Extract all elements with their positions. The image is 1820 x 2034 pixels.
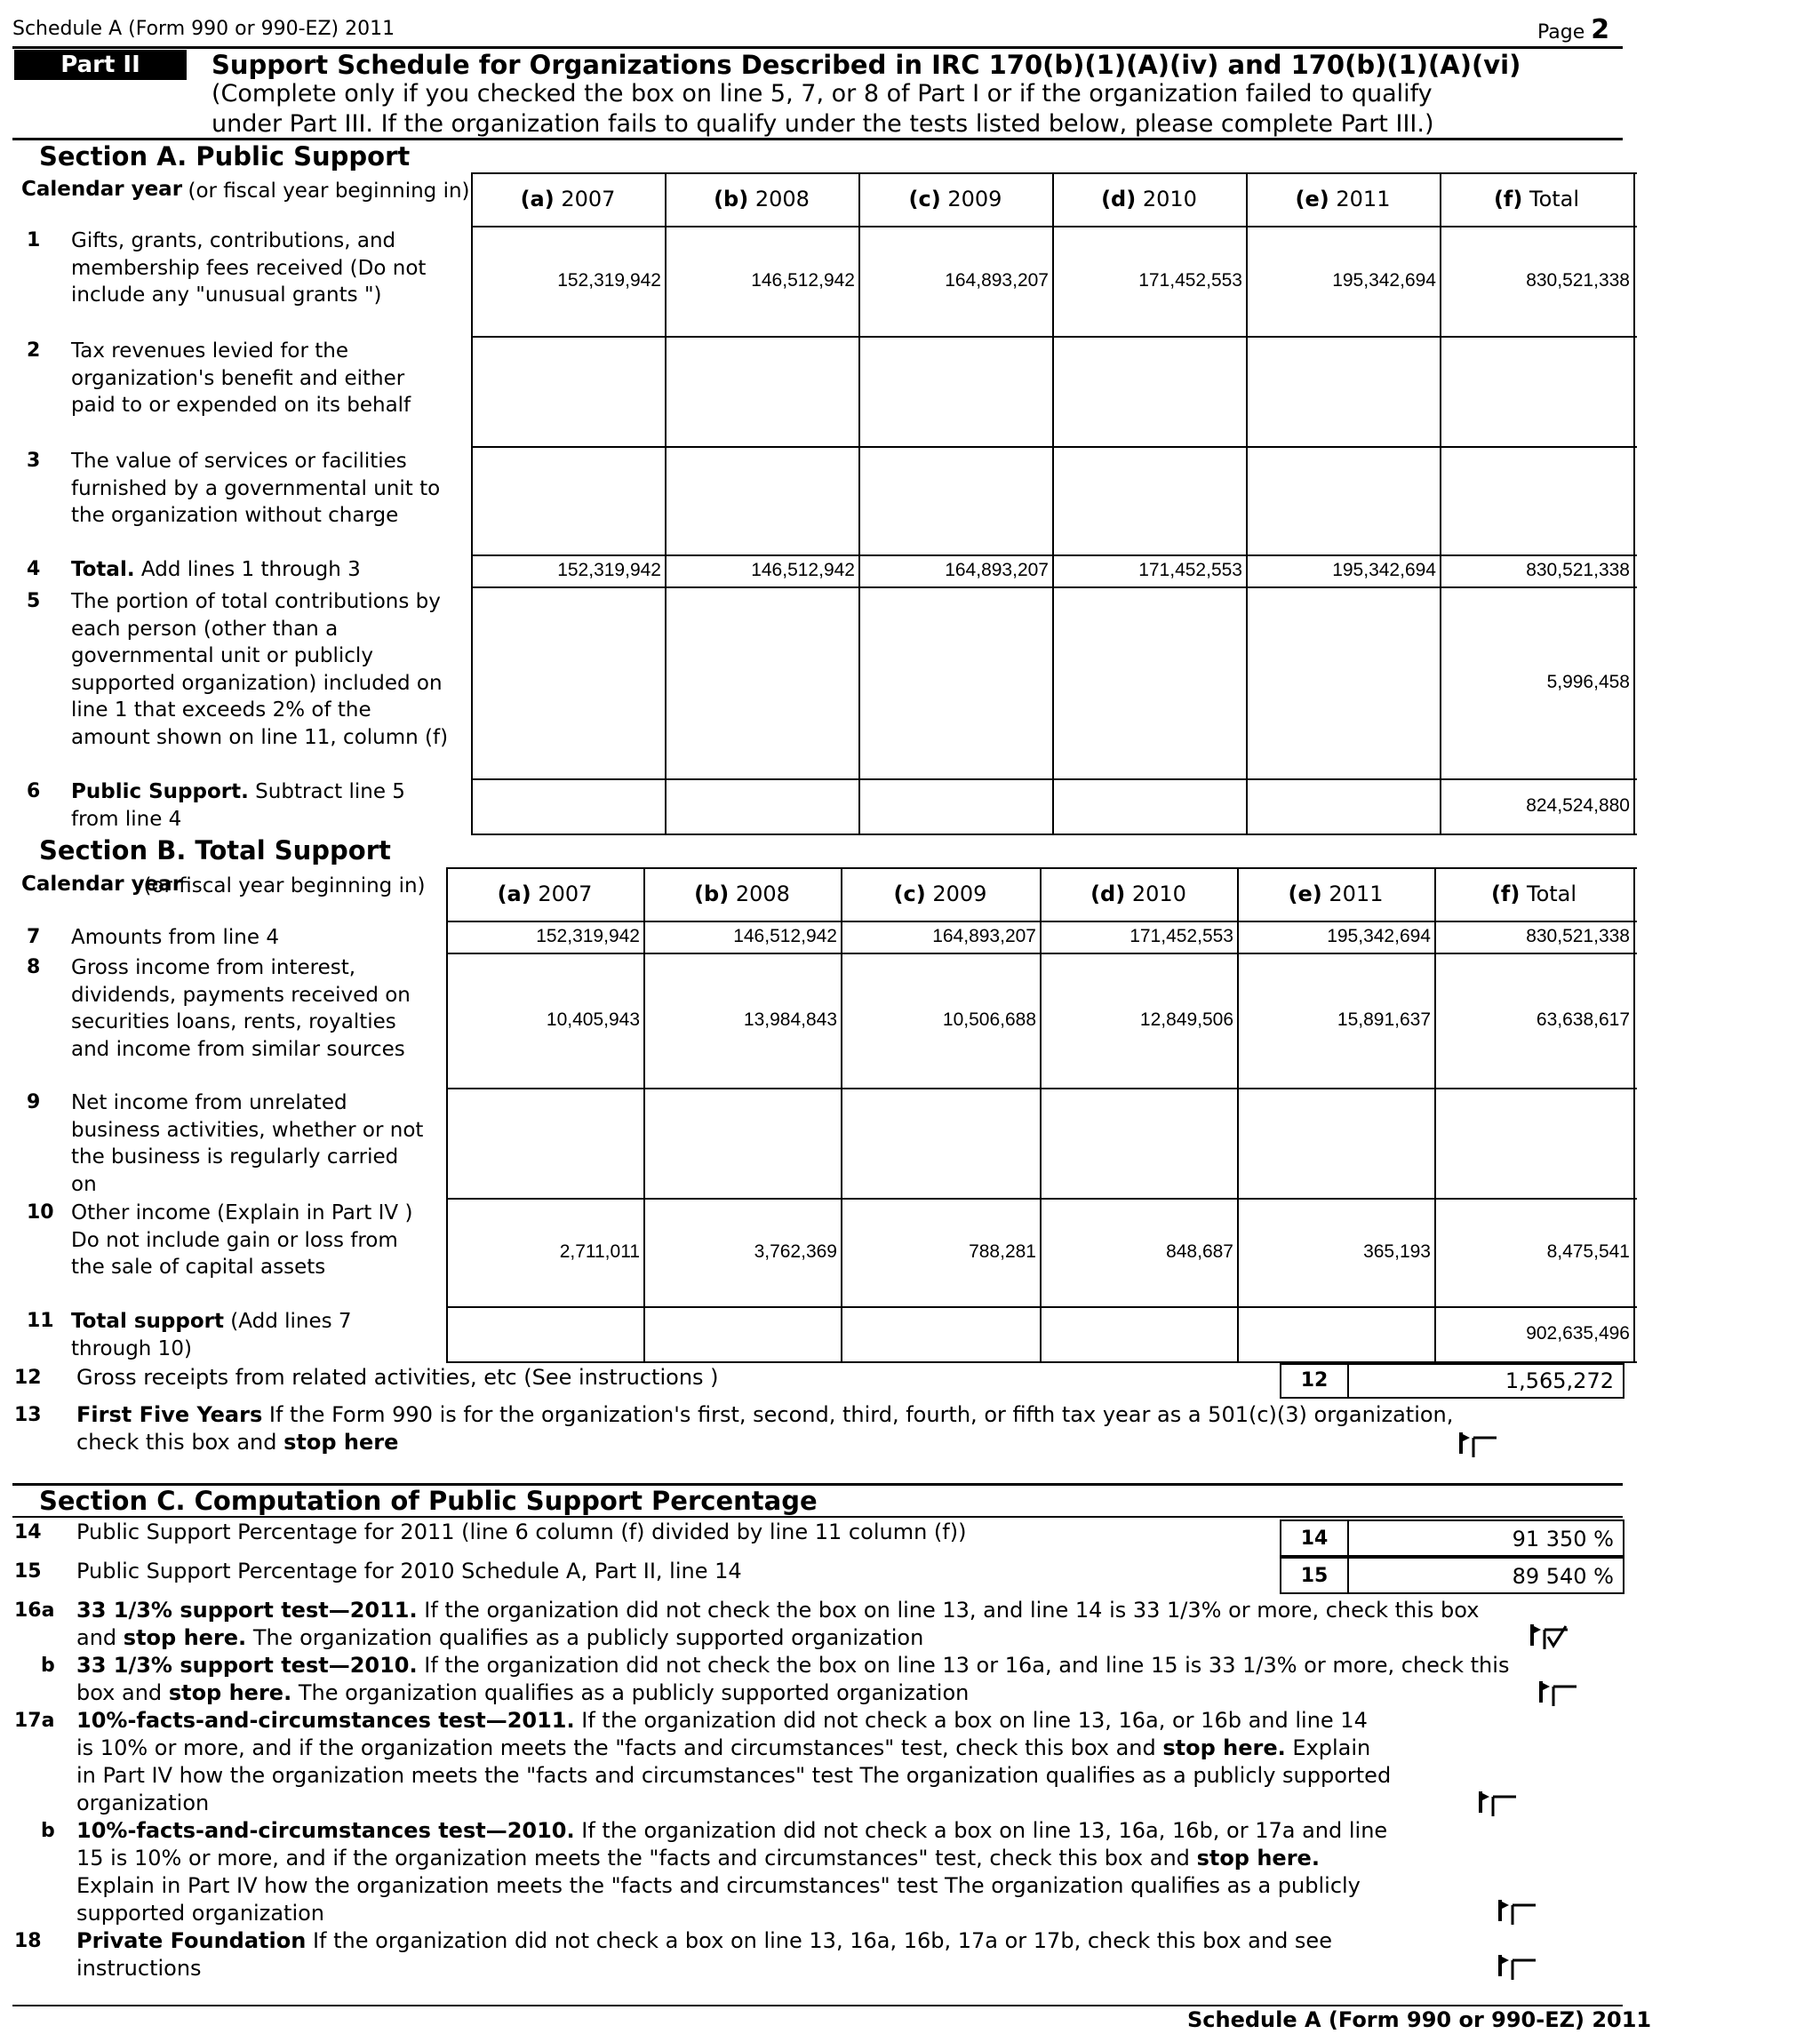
- section-c-rule: [12, 1516, 1623, 1518]
- sec-a-line-3-col-1[interactable]: [665, 446, 858, 554]
- col-letter: (e): [1288, 881, 1322, 906]
- sec-a-line-desc-5: [71, 588, 453, 751]
- line-text: The portion of total contributions by each person (other than a governmental unit or publicly supported organization) included on line 1 that exceeds 2% of the amount shown on line 11, column (f): [71, 590, 449, 749]
- col-letter: (d): [1101, 187, 1137, 211]
- col-year: 2009: [932, 881, 987, 906]
- sec-b-col-header-4: [1237, 881, 1434, 906]
- sec-a-line-6-col-5[interactable]: 824,524,880: [1526, 795, 1630, 816]
- line-17a-bold: 10%-facts-and-circumstances test—2011.: [76, 1708, 575, 1733]
- line-17a-text-4: organization: [76, 1791, 210, 1815]
- line-18-checkbox[interactable]: [1497, 1950, 1541, 1982]
- line-16a-stop: stop here.: [123, 1625, 247, 1650]
- sec-a-line-6-col-3[interactable]: [1052, 778, 1246, 834]
- line-12-box-label: 12: [1280, 1363, 1349, 1399]
- sec-a-line-6-col-1[interactable]: [665, 778, 858, 834]
- line-17b-text-4: supported organization: [76, 1901, 324, 1926]
- flag-checkbox-icon: [1477, 1786, 1521, 1818]
- sec-a-line-1-col-3[interactable]: 171,452,553: [1138, 270, 1242, 291]
- sec-b-line-9-col-5[interactable]: [1434, 1088, 1633, 1198]
- line-text: Net income from unrelated business activities, whether or not the business is regularly carried on: [71, 1091, 424, 1196]
- part-instructions-2: under Part III. If the organization fails to qualify under the tests listed below, please complete Part III.): [212, 110, 1434, 138]
- part-title: Support Schedule for Organizations Described in IRC 170(b)(1)(A)(iv) and 170(b)(1)(A)(vi): [212, 50, 1521, 80]
- sec-b-line-8-col-3[interactable]: 12,849,506: [1139, 1009, 1233, 1030]
- flag-checkbox-icon: [1537, 1676, 1582, 1708]
- line-17b-stop: stop here.: [1196, 1846, 1320, 1870]
- line-17b-text-2: [76, 1846, 1320, 1870]
- col-year: 2008: [754, 187, 810, 211]
- line-16a-text2b: The organization qualifies as a publicly supported organization: [252, 1625, 924, 1650]
- sec-a-line-6-col-0[interactable]: [471, 778, 665, 834]
- sec-a-hline-6: [471, 834, 1637, 835]
- sec-b-line-7-col-5[interactable]: 830,521,338: [1526, 926, 1630, 946]
- page-number: 2: [1591, 14, 1610, 45]
- line-17b-text2a: 15 is 10% or more, and if the organization meets the "facts and circumstances" test, check this box and: [76, 1846, 1190, 1870]
- col-letter: (a): [497, 881, 531, 906]
- sec-a-line-2-col-5[interactable]: [1440, 336, 1633, 446]
- sec-a-line-5-col-5[interactable]: 5,996,458: [1546, 672, 1630, 692]
- col-letter: (a): [520, 187, 555, 211]
- line-text: Subtract line 5 from line 4: [71, 780, 405, 831]
- sec-a-line-3-col-2[interactable]: [858, 446, 1052, 554]
- sec-b-line-10-col-1[interactable]: 3,762,369: [754, 1241, 837, 1262]
- sec-a-line-4-col-2[interactable]: 164,893,207: [945, 560, 1049, 580]
- sec-b-col-header-0: [446, 881, 643, 906]
- line-16b-text2a: box and: [76, 1680, 163, 1705]
- sec-a-line-2-col-1[interactable]: [665, 336, 858, 446]
- col-letter: (b): [694, 881, 730, 906]
- sec-b-line-11-col-1[interactable]: [643, 1306, 841, 1361]
- sec-a-line-1-col-1[interactable]: 146,512,942: [751, 270, 855, 291]
- sec-b-line-num-8: 8: [27, 956, 41, 978]
- line-13-text: If the Form 990 is for the organization's first, second, third, fourth, or fifth tax year as a 501(c)(3) organization,: [268, 1402, 1454, 1427]
- sec-b-line-7-col-2[interactable]: 164,893,207: [932, 926, 1036, 946]
- sec-a-line-5-col-1[interactable]: [665, 586, 858, 778]
- sec-b-line-desc-11: [71, 1308, 427, 1362]
- sec-b-line-9-col-4[interactable]: [1237, 1088, 1434, 1198]
- col-year: 2010: [1131, 881, 1186, 906]
- sec-b-col-header-3: [1040, 881, 1237, 906]
- line-17a-num: 17a: [14, 1710, 55, 1732]
- footer-form-name: Schedule A (Form 990 or 990-EZ) 2011: [1187, 2007, 1652, 2032]
- line-16a-text: If the organization did not check the box on line 13, and line 14 is 33 1/3% or more, check this box: [424, 1598, 1480, 1623]
- col-year: 2011: [1336, 187, 1391, 211]
- sec-a-col-header-0: [471, 187, 665, 211]
- sec-a-line-3-col-4[interactable]: [1246, 446, 1440, 554]
- col-letter: (c): [908, 187, 941, 211]
- sec-a-line-3-col-0[interactable]: [471, 446, 665, 554]
- sec-a-calendar-year-note: (or fiscal year beginning in): [188, 179, 470, 203]
- line-16b-bold: 33 1/3% support test—2010.: [76, 1653, 418, 1678]
- line-bold: Total support: [71, 1310, 224, 1333]
- sec-b-line-11-col-0[interactable]: [446, 1306, 643, 1361]
- sec-a-line-5-col-0[interactable]: [471, 586, 665, 778]
- sec-b-line-8-col-5[interactable]: 63,638,617: [1536, 1009, 1630, 1030]
- line-16b-text-2: [76, 1680, 969, 1705]
- line-bold: Total.: [71, 558, 135, 581]
- form-header-left: Schedule A (Form 990 or 990-EZ) 2011: [12, 18, 395, 40]
- sec-a-header-top: [471, 172, 1637, 174]
- line-13-checkbox[interactable]: [1457, 1427, 1502, 1459]
- line-13-text-1: [76, 1402, 1453, 1427]
- line-17a-text-2: [76, 1735, 1370, 1760]
- line-16a-checkbox[interactable]: [1529, 1619, 1573, 1651]
- sec-a-col-header-4: [1246, 187, 1440, 211]
- sec-b-line-9-col-0[interactable]: [446, 1088, 643, 1198]
- line-16a-bold: 33 1/3% support test—2011.: [76, 1598, 418, 1623]
- sec-b-line-9-col-2[interactable]: [841, 1088, 1040, 1198]
- col-letter: (e): [1295, 187, 1329, 211]
- line-text: Gross income from interest, dividends, payments received on securities loans, rents, royalties and income from similar sources: [71, 956, 411, 1061]
- line-17a-text2b: Explain: [1292, 1735, 1371, 1760]
- sec-a-line-2-col-3[interactable]: [1052, 336, 1246, 446]
- sec-b-line-11-col-3[interactable]: [1040, 1306, 1237, 1361]
- sec-a-line-6-col-4[interactable]: [1246, 778, 1440, 834]
- col-year: 2007: [561, 187, 616, 211]
- line-15-box-label: 15: [1280, 1557, 1349, 1594]
- header-rule: [12, 46, 1623, 49]
- line-text: Amounts from line 4: [71, 926, 279, 949]
- sec-a-line-2-col-0[interactable]: [471, 336, 665, 446]
- line-18-text-2: instructions: [76, 1956, 202, 1981]
- sec-a-line-2-col-2[interactable]: [858, 336, 1052, 446]
- line-18-num: 18: [14, 1930, 42, 1952]
- line-13-num: 13: [14, 1404, 42, 1426]
- sec-a-col-header-5: [1440, 187, 1633, 211]
- sec-a-line-4-col-0[interactable]: 152,319,942: [557, 560, 661, 580]
- sec-a-line-1-col-4[interactable]: 195,342,694: [1332, 270, 1436, 291]
- sec-b-line-7-col-0[interactable]: 152,319,942: [536, 926, 640, 946]
- line-17b-bold: 10%-facts-and-circumstances test—2010.: [76, 1818, 575, 1843]
- sec-a-line-5-col-3[interactable]: [1052, 586, 1246, 778]
- sec-a-vline-6: [1633, 172, 1635, 834]
- line-16b-text: If the organization did not check the box on line 13 or 16a, and line 15 is 33 1/3% or more, check this: [424, 1653, 1510, 1678]
- line-16b-checkbox[interactable]: [1537, 1676, 1582, 1708]
- line-13-stop: stop here: [283, 1430, 399, 1455]
- sec-a-line-num-1: 1: [27, 229, 41, 251]
- sec-b-line-7-col-3[interactable]: 171,452,553: [1130, 926, 1233, 946]
- line-16a-text2a: and: [76, 1625, 117, 1650]
- col-letter: (f): [1490, 881, 1521, 906]
- sec-b-line-desc-7: [71, 924, 427, 952]
- sec-a-line-desc-1: [71, 227, 453, 309]
- col-year: 2008: [735, 881, 790, 906]
- sec-a-line-num-2: 2: [27, 339, 41, 362]
- line-16a-text-1: [76, 1598, 1479, 1623]
- col-year: Total: [1529, 187, 1580, 211]
- part-rule: [12, 138, 1623, 140]
- line-15-value[interactable]: 89 540 %: [1347, 1557, 1624, 1594]
- line-16b-stop: stop here.: [168, 1680, 292, 1705]
- line-14-num: 14: [14, 1521, 42, 1543]
- line-17a-checkbox[interactable]: [1477, 1786, 1521, 1818]
- line-17b-text-1: [76, 1818, 1387, 1843]
- sec-b-line-num-7: 7: [27, 926, 41, 948]
- page-label: [1537, 14, 1609, 45]
- sec-b-line-10-col-4[interactable]: 365,193: [1363, 1241, 1431, 1262]
- sec-b-line-8-col-1[interactable]: 13,984,843: [743, 1009, 837, 1030]
- part-instructions-1: (Complete only if you checked the box on line 5, 7, or 8 of Part I or if the organization failed to qualify: [212, 80, 1433, 108]
- line-text: Gifts, grants, contributions, and membership fees received (Do not include any "unusual grants "): [71, 229, 427, 307]
- col-year: Total: [1526, 881, 1577, 906]
- sec-b-col-header-5: [1434, 881, 1633, 906]
- line-13-text2: check this box and: [76, 1430, 277, 1455]
- line-16a-text-2: [76, 1625, 923, 1650]
- sec-b-line-10-col-0[interactable]: 2,711,011: [559, 1241, 640, 1262]
- part-label: Part II: [14, 50, 187, 80]
- sec-b-vline-6: [1633, 867, 1635, 1361]
- line-17a-stop: stop here.: [1162, 1735, 1286, 1760]
- sec-b-line-10-col-2[interactable]: 788,281: [969, 1241, 1036, 1262]
- sec-b-line-num-10: 10: [27, 1201, 54, 1224]
- col-letter: (d): [1090, 881, 1126, 906]
- sec-a-line-num-5: 5: [27, 590, 41, 612]
- flag-checkbox-icon: [1457, 1427, 1502, 1459]
- line-16b-text2b: The organization qualifies as a publicly supported organization: [298, 1680, 970, 1705]
- sec-b-line-10-col-3[interactable]: 848,687: [1166, 1241, 1233, 1262]
- flag-checkbox-icon: [1529, 1619, 1573, 1651]
- col-letter: (f): [1493, 187, 1523, 211]
- line-16a-num: 16a: [14, 1599, 55, 1622]
- sec-a-line-5-col-4[interactable]: [1246, 586, 1440, 778]
- footer-rule: [12, 2005, 1623, 2006]
- col-year: 2010: [1142, 187, 1197, 211]
- sec-b-line-9-col-1[interactable]: [643, 1088, 841, 1198]
- sec-a-col-header-2: [858, 187, 1052, 211]
- section-b-title: Section B. Total Support: [39, 835, 391, 865]
- line-12-text: Gross receipts from related activities, etc (See instructions ): [76, 1365, 719, 1390]
- line-14-value[interactable]: 91 350 %: [1347, 1520, 1624, 1557]
- sec-a-line-3-col-3[interactable]: [1052, 446, 1246, 554]
- col-letter: (c): [893, 881, 926, 906]
- line-12-num: 12: [14, 1367, 42, 1389]
- sec-a-line-2-col-4[interactable]: [1246, 336, 1440, 446]
- sec-b-line-desc-10: [71, 1200, 427, 1281]
- sec-b-line-desc-8: [71, 954, 427, 1063]
- line-13-bold: First Five Years: [76, 1402, 263, 1427]
- line-18-text-1: [76, 1928, 1332, 1953]
- sec-b-line-8-col-2[interactable]: 10,506,688: [942, 1009, 1036, 1030]
- sec-a-line-4-col-1[interactable]: 146,512,942: [751, 560, 855, 580]
- line-text: The value of services or facilities furnished by a governmental unit to the organization without charge: [71, 450, 441, 527]
- line-16b-text-1: [76, 1653, 1509, 1678]
- sec-a-line-num-6: 6: [27, 780, 41, 802]
- section-a-title: Section A. Public Support: [39, 141, 411, 171]
- sec-a-col-header-3: [1052, 187, 1246, 211]
- line-text: (Add lines 7 through 10): [71, 1310, 352, 1360]
- sec-a-line-4-col-4[interactable]: 195,342,694: [1332, 560, 1436, 580]
- sec-a-line-4-col-5[interactable]: 830,521,338: [1526, 560, 1630, 580]
- line-17b-checkbox[interactable]: [1497, 1894, 1541, 1926]
- sec-a-col-header-1: [665, 187, 858, 211]
- sec-b-calendar-year-label: Calendar year: [21, 873, 183, 896]
- line-14-text: Public Support Percentage for 2011 (line 6 column (f) divided by line 11 column (f)): [76, 1520, 967, 1544]
- line-17a-text-3: in Part IV how the organization meets the "facts and circumstances" test The organization qualifies as a publicly supported: [76, 1763, 1392, 1788]
- line-17b-text: If the organization did not check a box on line 13, 16a, 16b, or 17a and line: [581, 1818, 1388, 1843]
- sec-a-line-1-col-2[interactable]: 164,893,207: [945, 270, 1049, 291]
- col-letter: (b): [714, 187, 749, 211]
- sec-a-line-desc-2: [71, 338, 453, 419]
- line-bold: Public Support.: [71, 780, 249, 803]
- line-15-text: Public Support Percentage for 2010 Schedule A, Part II, line 14: [76, 1559, 742, 1583]
- line-13-text-2: [76, 1430, 398, 1455]
- sec-b-line-desc-9: [71, 1089, 427, 1198]
- line-18-bold: Private Foundation: [76, 1928, 307, 1953]
- sec-a-line-5-col-2[interactable]: [858, 586, 1052, 778]
- line-17a-text2a: is 10% or more, and if the organization meets the "facts and circumstances" test, check this box and: [76, 1735, 1156, 1760]
- line-17b-text-3: Explain in Part IV how the organization meets the "facts and circumstances" test The organization qualifies as a publicly: [76, 1873, 1361, 1898]
- flag-checkbox-icon: [1497, 1894, 1541, 1926]
- col-year: 2011: [1329, 881, 1384, 906]
- sec-b-line-num-9: 9: [27, 1091, 41, 1113]
- line-14-box-label: 14: [1280, 1520, 1349, 1557]
- sec-b-line-11-col-2[interactable]: [841, 1306, 1040, 1361]
- sec-b-col-header-2: [841, 881, 1040, 906]
- col-year: 2007: [538, 881, 593, 906]
- line-18-text: If the organization did not check a box on line 13, 16a, 16b, 17a or 17b, check this box and see: [312, 1928, 1332, 1953]
- line-text: Add lines 1 through 3: [140, 558, 361, 581]
- sec-a-line-num-3: 3: [27, 450, 41, 472]
- line-12-value[interactable]: 1,565,272: [1347, 1363, 1624, 1399]
- sec-a-line-6-col-2[interactable]: [858, 778, 1052, 834]
- sec-a-line-desc-3: [71, 448, 453, 530]
- sec-b-line-7-col-1[interactable]: 146,512,942: [733, 926, 837, 946]
- sec-b-col-header-1: [643, 881, 841, 906]
- sec-b-calendar-year-note: (or fiscal year beginning in): [143, 874, 426, 897]
- sec-b-line-7-col-4[interactable]: 195,342,694: [1327, 926, 1431, 946]
- line-17a-text: If the organization did not check a box on line 13, 16a, or 16b and line 14: [581, 1708, 1368, 1733]
- line-text: Tax revenues levied for the organization's benefit and either paid to or expended on its behalf: [71, 339, 411, 417]
- line-17a-text-1: [76, 1708, 1368, 1733]
- sec-a-calendar-year-label: Calendar year: [21, 178, 183, 201]
- sec-b-line-num-11: 11: [27, 1310, 54, 1332]
- flag-checkbox-icon: [1497, 1950, 1541, 1982]
- sec-a-line-3-col-5[interactable]: [1440, 446, 1633, 554]
- sec-a-line-desc-4: [71, 556, 453, 584]
- col-year: 2009: [947, 187, 1002, 211]
- sec-a-line-num-4: 4: [27, 558, 41, 580]
- line-16b-num: b: [41, 1655, 55, 1677]
- line-15-num: 15: [14, 1560, 42, 1583]
- sec-a-line-1-col-0[interactable]: 152,319,942: [557, 270, 661, 291]
- page-label-text: Page: [1537, 21, 1585, 44]
- sec-a-line-1-col-5[interactable]: 830,521,338: [1526, 270, 1630, 291]
- section-c-title: Section C. Computation of Public Support Percentage: [39, 1486, 818, 1516]
- sec-b-line-10-col-5[interactable]: 8,475,541: [1546, 1241, 1630, 1262]
- line-text: Other income (Explain in Part IV ) Do not include gain or loss from the sale of capital assets: [71, 1201, 413, 1279]
- sec-b-line-8-col-0[interactable]: 10,405,943: [546, 1009, 640, 1030]
- sec-b-header-top: [446, 867, 1637, 869]
- sec-b-line-11-col-4[interactable]: [1237, 1306, 1434, 1361]
- sec-b-line-8-col-4[interactable]: 15,891,637: [1337, 1009, 1431, 1030]
- line-17b-num: b: [41, 1820, 55, 1842]
- sec-a-line-4-col-3[interactable]: 171,452,553: [1138, 560, 1242, 580]
- sec-a-line-desc-6: [71, 778, 453, 833]
- sec-b-line-9-col-3[interactable]: [1040, 1088, 1237, 1198]
- sec-b-line-11-col-5[interactable]: 902,635,496: [1526, 1323, 1630, 1344]
